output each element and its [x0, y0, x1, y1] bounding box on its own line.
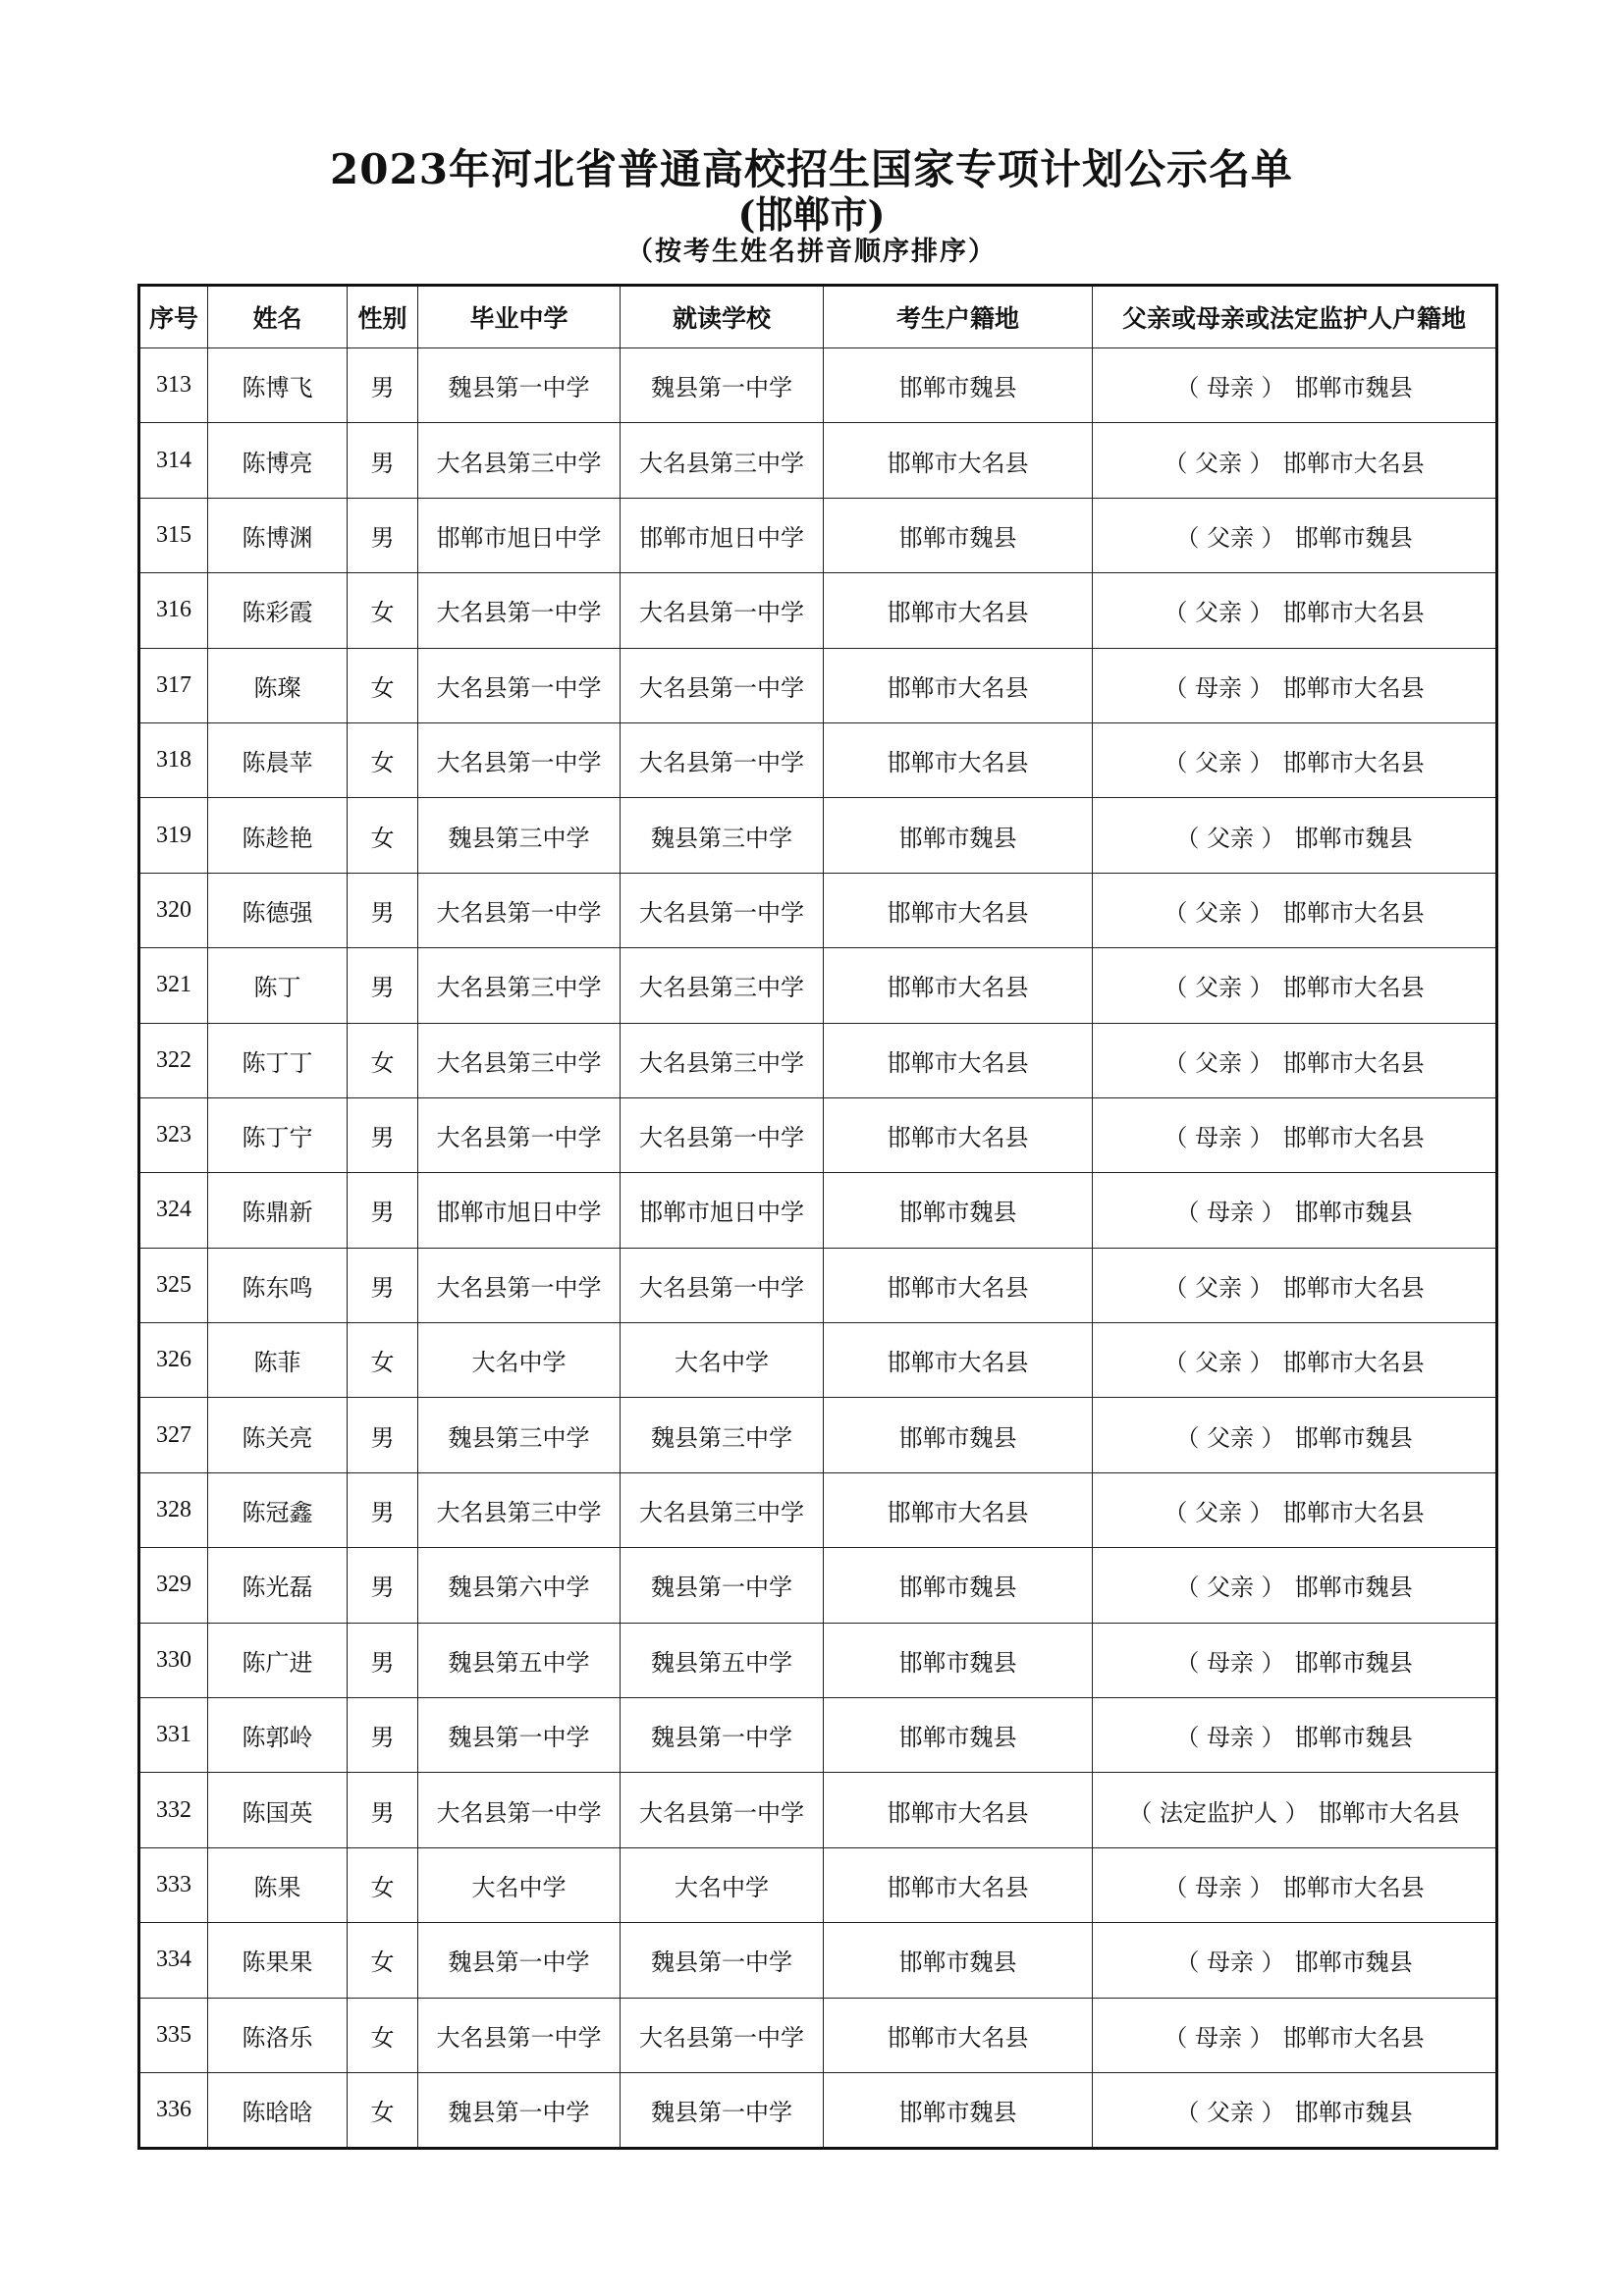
document-subtitle: (邯郸市): [737, 192, 886, 237]
cell-current-school: 大名县第一中学: [621, 1248, 824, 1322]
cell-serial: 335: [139, 1998, 208, 2072]
guardian-place: 邯郸市大名县: [1282, 2023, 1425, 2052]
table-row: [139, 873, 1497, 947]
cell-graduated-school: 魏县第六中学: [418, 1548, 621, 1623]
guardian-place: 邯郸市大名县: [1282, 599, 1425, 627]
guardian-relation: （ 父亲 ）: [1163, 898, 1273, 927]
cell-gender: 男: [348, 1698, 418, 1773]
guardian-relation: （ 母亲 ）: [1163, 673, 1273, 702]
guardian-relation: （ 父亲 ）: [1163, 749, 1273, 777]
cell-guardian-domicile: [1093, 1698, 1497, 1773]
cell-serial: 320: [139, 873, 208, 947]
guardian-place: 邯郸市魏县: [1294, 1574, 1413, 1602]
guardian-place: 邯郸市大名县: [1318, 1798, 1460, 1827]
cell-serial: 327: [139, 1398, 208, 1472]
cell-guardian-domicile: [1093, 873, 1497, 947]
guardian-place: 邯郸市魏县: [1294, 824, 1413, 852]
table-row: [139, 798, 1497, 873]
guardian-place: 邯郸市魏县: [1294, 523, 1413, 552]
guardian-place: 邯郸市魏县: [1294, 1949, 1413, 1977]
cell-current-school: 大名县第一中学: [621, 1773, 824, 1847]
cell-name: 陈果果: [208, 1923, 348, 1998]
cell-serial: 329: [139, 1548, 208, 1623]
cell-current-school: 魏县第一中学: [621, 2072, 824, 2148]
guardian-relation: （ 母亲 ）: [1175, 1949, 1285, 1977]
guardian-place: 邯郸市大名县: [1282, 1124, 1425, 1152]
col-header-graduated-school: 毕业中学: [418, 286, 621, 348]
cell-name: 陈洛乐: [208, 1998, 348, 2072]
cell-gender: 女: [348, 648, 418, 722]
cell-gender: 男: [348, 948, 418, 1023]
cell-serial: 325: [139, 1248, 208, 1322]
cell-serial: 322: [139, 1023, 208, 1097]
cell-current-school: 大名中学: [621, 1323, 824, 1398]
cell-guardian-domicile: [1093, 1398, 1497, 1472]
cell-domicile: 邯郸市大名县: [824, 722, 1093, 797]
cell-gender: 女: [348, 1923, 418, 1998]
cell-domicile: 邯郸市大名县: [824, 1248, 1093, 1322]
guardian-relation: （ 母亲 ）: [1175, 1199, 1285, 1227]
cell-gender: 男: [348, 1097, 418, 1172]
table-row: [139, 498, 1497, 572]
cell-current-school: 大名县第一中学: [621, 1097, 824, 1172]
cell-graduated-school: 魏县第一中学: [418, 348, 621, 423]
guardian-relation: （ 母亲 ）: [1163, 2023, 1273, 2052]
cell-name: 陈璨: [208, 648, 348, 722]
cell-domicile: 邯郸市魏县: [824, 1698, 1093, 1773]
cell-domicile: 邯郸市大名县: [824, 1097, 1093, 1172]
cell-current-school: 大名县第一中学: [621, 573, 824, 648]
cell-name: 陈丁宁: [208, 1097, 348, 1172]
guardian-relation: （ 母亲 ）: [1163, 1874, 1273, 1901]
cell-current-school: 大名县第三中学: [621, 423, 824, 498]
cell-domicile: 邯郸市大名县: [824, 1323, 1093, 1398]
guardian-place: 邯郸市魏县: [1294, 1648, 1413, 1677]
cell-name: 陈丁丁: [208, 1023, 348, 1097]
guardian-relation: （ 父亲 ）: [1175, 1574, 1285, 1602]
cell-current-school: 魏县第三中学: [621, 1398, 824, 1472]
guardian-place: 邯郸市大名县: [1282, 974, 1425, 1002]
cell-guardian-domicile: [1093, 1023, 1497, 1097]
cell-current-school: 大名县第三中学: [621, 1023, 824, 1097]
cell-domicile: 邯郸市大名县: [824, 1773, 1093, 1847]
cell-current-school: 魏县第一中学: [621, 1923, 824, 1998]
table-row: [139, 1248, 1497, 1322]
cell-domicile: 邯郸市大名县: [824, 1472, 1093, 1547]
cell-serial: 334: [139, 1923, 208, 1998]
cell-serial: 332: [139, 1773, 208, 1847]
guardian-place: 邯郸市大名县: [1282, 673, 1425, 702]
cell-gender: 男: [348, 423, 418, 498]
guardian-place: 邯郸市魏县: [1294, 1199, 1413, 1227]
guardian-relation: （ 母亲 ）: [1175, 1724, 1285, 1752]
cell-graduated-school: 大名县第一中学: [418, 722, 621, 797]
cell-graduated-school: 邯郸市旭日中学: [418, 1173, 621, 1248]
col-header-current-school: 就读学校: [621, 286, 824, 348]
cell-domicile: 邯郸市大名县: [824, 948, 1093, 1023]
cell-gender: 女: [348, 1023, 418, 1097]
cell-name: 陈鼎新: [208, 1173, 348, 1248]
cell-guardian-domicile: [1093, 1548, 1497, 1623]
cell-graduated-school: 大名县第三中学: [418, 1023, 621, 1097]
table-row: [139, 1097, 1497, 1172]
table-row: [139, 348, 1497, 423]
cell-guardian-domicile: [1093, 1923, 1497, 1998]
guardian-relation: （ 父亲 ）: [1163, 599, 1273, 627]
table-header-row: [139, 286, 1497, 348]
cell-current-school: 大名县第三中学: [621, 1472, 824, 1547]
guardian-place: 邯郸市大名县: [1282, 898, 1425, 927]
cell-guardian-domicile: [1093, 1773, 1497, 1847]
cell-graduated-school: 魏县第一中学: [418, 2072, 621, 2148]
table-row: [139, 1323, 1497, 1398]
cell-serial: 315: [139, 498, 208, 572]
cell-name: 陈博亮: [208, 423, 348, 498]
guardian-place: 邯郸市大名县: [1282, 1874, 1425, 1901]
guardian-relation: （ 法定监护人 ）: [1128, 1798, 1309, 1827]
cell-serial: 321: [139, 948, 208, 1023]
cell-gender: 男: [348, 1623, 418, 1697]
cell-current-school: 邯郸市旭日中学: [621, 1173, 824, 1248]
cell-gender: 女: [348, 1998, 418, 2072]
table-row: [139, 948, 1497, 1023]
guardian-relation: （ 父亲 ）: [1163, 1499, 1273, 1527]
cell-domicile: 邯郸市魏县: [824, 348, 1093, 423]
cell-graduated-school: 魏县第五中学: [418, 1623, 621, 1697]
cell-guardian-domicile: [1093, 2072, 1497, 2148]
cell-domicile: 邯郸市魏县: [824, 1398, 1093, 1472]
guardian-relation: （ 母亲 ）: [1163, 1124, 1273, 1152]
cell-domicile: 邯郸市大名县: [824, 1023, 1093, 1097]
cell-guardian-domicile: [1093, 1248, 1497, 1322]
cell-domicile: 邯郸市大名县: [824, 873, 1093, 947]
document-title: 2023年河北省普通高校招生国家专项计划公示名单: [330, 145, 1293, 193]
cell-guardian-domicile: [1093, 1623, 1497, 1697]
cell-graduated-school: 大名县第一中学: [418, 1097, 621, 1172]
table-row: [139, 1623, 1497, 1697]
cell-guardian-domicile: [1093, 1323, 1497, 1398]
col-header-guardian-domicile: 父亲或母亲或法定监护人户籍地: [1093, 286, 1497, 348]
cell-name: 陈广进: [208, 1623, 348, 1697]
cell-graduated-school: 大名县第三中学: [418, 948, 621, 1023]
cell-current-school: 魏县第五中学: [621, 1623, 824, 1697]
cell-serial: 326: [139, 1323, 208, 1398]
guardian-relation: （ 母亲 ）: [1175, 374, 1285, 402]
cell-name: 陈趁艳: [208, 798, 348, 873]
cell-domicile: 邯郸市魏县: [824, 1923, 1093, 1998]
cell-serial: 316: [139, 573, 208, 648]
cell-name: 陈国英: [208, 1773, 348, 1847]
guardian-place: 邯郸市大名县: [1282, 449, 1425, 477]
cell-serial: 314: [139, 423, 208, 498]
cell-gender: 男: [348, 1548, 418, 1623]
cell-graduated-school: 大名县第一中学: [418, 873, 621, 947]
cell-name: 陈冠鑫: [208, 1472, 348, 1547]
cell-graduated-school: 魏县第一中学: [418, 1923, 621, 1998]
cell-gender: 女: [348, 1323, 418, 1398]
guardian-place: 邯郸市魏县: [1294, 2099, 1413, 2127]
cell-gender: 男: [348, 348, 418, 423]
cell-graduated-school: 魏县第三中学: [418, 1398, 621, 1472]
cell-domicile: 邯郸市大名县: [824, 1847, 1093, 1922]
cell-name: 陈丁: [208, 948, 348, 1023]
cell-graduated-school: 大名县第一中学: [418, 1773, 621, 1847]
guardian-relation: （ 母亲 ）: [1175, 1648, 1285, 1677]
cell-name: 陈果: [208, 1847, 348, 1922]
cell-current-school: 大名县第三中学: [621, 948, 824, 1023]
guardian-relation: （ 父亲 ）: [1175, 2099, 1285, 2127]
cell-guardian-domicile: [1093, 1847, 1497, 1922]
table-row: [139, 1472, 1497, 1547]
cell-guardian-domicile: [1093, 648, 1497, 722]
cell-gender: 女: [348, 573, 418, 648]
cell-guardian-domicile: [1093, 498, 1497, 572]
cell-graduated-school: 大名县第一中学: [418, 648, 621, 722]
cell-guardian-domicile: [1093, 798, 1497, 873]
cell-domicile: 邯郸市大名县: [824, 1998, 1093, 2072]
roster-table: [137, 284, 1498, 2150]
cell-domicile: 邯郸市大名县: [824, 423, 1093, 498]
guardian-place: 邯郸市大名县: [1282, 1048, 1425, 1077]
table-row: [139, 1548, 1497, 1623]
table-row: [139, 1023, 1497, 1097]
col-header-gender: 性别: [348, 286, 418, 348]
cell-gender: 男: [348, 1248, 418, 1322]
cell-graduated-school: 大名县第一中学: [418, 1998, 621, 2072]
cell-graduated-school: 大名县第三中学: [418, 1472, 621, 1547]
cell-guardian-domicile: [1093, 1472, 1497, 1547]
cell-current-school: 魏县第一中学: [621, 1698, 824, 1773]
guardian-relation: （ 父亲 ）: [1163, 1349, 1273, 1377]
cell-gender: 男: [348, 873, 418, 947]
cell-serial: 319: [139, 798, 208, 873]
table-row: [139, 1773, 1497, 1847]
cell-name: 陈博飞: [208, 348, 348, 423]
cell-name: 陈德强: [208, 873, 348, 947]
cell-current-school: 大名县第一中学: [621, 1998, 824, 2072]
cell-serial: 328: [139, 1472, 208, 1547]
cell-gender: 女: [348, 2072, 418, 2148]
cell-graduated-school: 大名县第三中学: [418, 423, 621, 498]
cell-name: 陈晨苹: [208, 722, 348, 797]
cell-graduated-school: 大名中学: [418, 1323, 621, 1398]
cell-domicile: 邯郸市魏县: [824, 798, 1093, 873]
cell-serial: 317: [139, 648, 208, 722]
cell-name: 陈关亮: [208, 1398, 348, 1472]
col-header-name: 姓名: [208, 286, 348, 348]
cell-guardian-domicile: [1093, 1097, 1497, 1172]
guardian-relation: （ 父亲 ）: [1175, 1423, 1285, 1452]
guardian-place: 邯郸市魏县: [1294, 1423, 1413, 1452]
cell-name: 陈晗晗: [208, 2072, 348, 2148]
cell-current-school: 邯郸市旭日中学: [621, 498, 824, 572]
cell-graduated-school: 邯郸市旭日中学: [418, 498, 621, 572]
cell-gender: 女: [348, 1847, 418, 1922]
col-header-domicile: 考生户籍地: [824, 286, 1093, 348]
cell-name: 陈彩霞: [208, 573, 348, 648]
cell-gender: 男: [348, 1773, 418, 1847]
table-row: [139, 1847, 1497, 1922]
sort-note: （按考生姓名拼音顺序排序）: [626, 237, 997, 267]
cell-current-school: 大名县第一中学: [621, 648, 824, 722]
cell-serial: 330: [139, 1623, 208, 1697]
cell-current-school: 大名县第一中学: [621, 722, 824, 797]
table-row: [139, 2072, 1497, 2148]
cell-current-school: 大名中学: [621, 1847, 824, 1922]
cell-serial: 318: [139, 722, 208, 797]
cell-name: 陈菲: [208, 1323, 348, 1398]
table-row: [139, 1698, 1497, 1773]
cell-gender: 男: [348, 1472, 418, 1547]
cell-guardian-domicile: [1093, 722, 1497, 797]
cell-serial: 336: [139, 2072, 208, 2148]
guardian-place: 邯郸市魏县: [1294, 374, 1413, 402]
cell-domicile: 邯郸市魏县: [824, 1548, 1093, 1623]
cell-serial: 331: [139, 1698, 208, 1773]
cell-name: 陈郭岭: [208, 1698, 348, 1773]
guardian-place: 邯郸市魏县: [1294, 1724, 1413, 1752]
cell-guardian-domicile: [1093, 423, 1497, 498]
cell-gender: 男: [348, 1173, 418, 1248]
cell-graduated-school: 魏县第三中学: [418, 798, 621, 873]
cell-domicile: 邯郸市魏县: [824, 498, 1093, 572]
cell-domicile: 邯郸市魏县: [824, 1623, 1093, 1697]
table-row: [139, 1173, 1497, 1248]
table-row: [139, 423, 1497, 498]
guardian-relation: （ 父亲 ）: [1163, 974, 1273, 1002]
guardian-place: 邯郸市大名县: [1282, 1349, 1425, 1377]
cell-gender: 男: [348, 1398, 418, 1472]
cell-domicile: 邯郸市大名县: [824, 573, 1093, 648]
guardian-place: 邯郸市大名县: [1282, 749, 1425, 777]
col-header-serial: 序号: [139, 286, 208, 348]
guardian-relation: （ 父亲 ）: [1163, 1048, 1273, 1077]
cell-guardian-domicile: [1093, 348, 1497, 423]
cell-gender: 男: [348, 498, 418, 572]
cell-current-school: 魏县第三中学: [621, 798, 824, 873]
cell-name: 陈光磊: [208, 1548, 348, 1623]
cell-serial: 313: [139, 348, 208, 423]
cell-name: 陈博渊: [208, 498, 348, 572]
cell-domicile: 邯郸市大名县: [824, 648, 1093, 722]
table-row: [139, 1398, 1497, 1472]
cell-guardian-domicile: [1093, 1998, 1497, 2072]
cell-serial: 323: [139, 1097, 208, 1172]
cell-name: 陈东鸣: [208, 1248, 348, 1322]
table-row: [139, 722, 1497, 797]
cell-current-school: 大名县第一中学: [621, 873, 824, 947]
cell-gender: 女: [348, 798, 418, 873]
table-row: [139, 648, 1497, 722]
guardian-place: 邯郸市大名县: [1282, 1273, 1425, 1302]
cell-guardian-domicile: [1093, 573, 1497, 648]
table-row: [139, 1923, 1497, 1998]
cell-guardian-domicile: [1093, 1173, 1497, 1248]
cell-graduated-school: 大名县第一中学: [418, 573, 621, 648]
guardian-place: 邯郸市大名县: [1282, 1499, 1425, 1527]
cell-current-school: 魏县第一中学: [621, 1548, 824, 1623]
cell-current-school: 魏县第一中学: [621, 348, 824, 423]
cell-graduated-school: 大名县第一中学: [418, 1248, 621, 1322]
cell-guardian-domicile: [1093, 948, 1497, 1023]
guardian-relation: （ 父亲 ）: [1175, 824, 1285, 852]
cell-gender: 女: [348, 722, 418, 797]
cell-domicile: 邯郸市魏县: [824, 1173, 1093, 1248]
cell-serial: 324: [139, 1173, 208, 1248]
cell-serial: 333: [139, 1847, 208, 1922]
table-row: [139, 573, 1497, 648]
table-row: [139, 1998, 1497, 2072]
cell-domicile: 邯郸市魏县: [824, 2072, 1093, 2148]
guardian-relation: （ 父亲 ）: [1163, 449, 1273, 477]
guardian-relation: （ 父亲 ）: [1175, 523, 1285, 552]
guardian-relation: （ 父亲 ）: [1163, 1273, 1273, 1302]
cell-graduated-school: 大名中学: [418, 1847, 621, 1922]
cell-graduated-school: 魏县第一中学: [418, 1698, 621, 1773]
